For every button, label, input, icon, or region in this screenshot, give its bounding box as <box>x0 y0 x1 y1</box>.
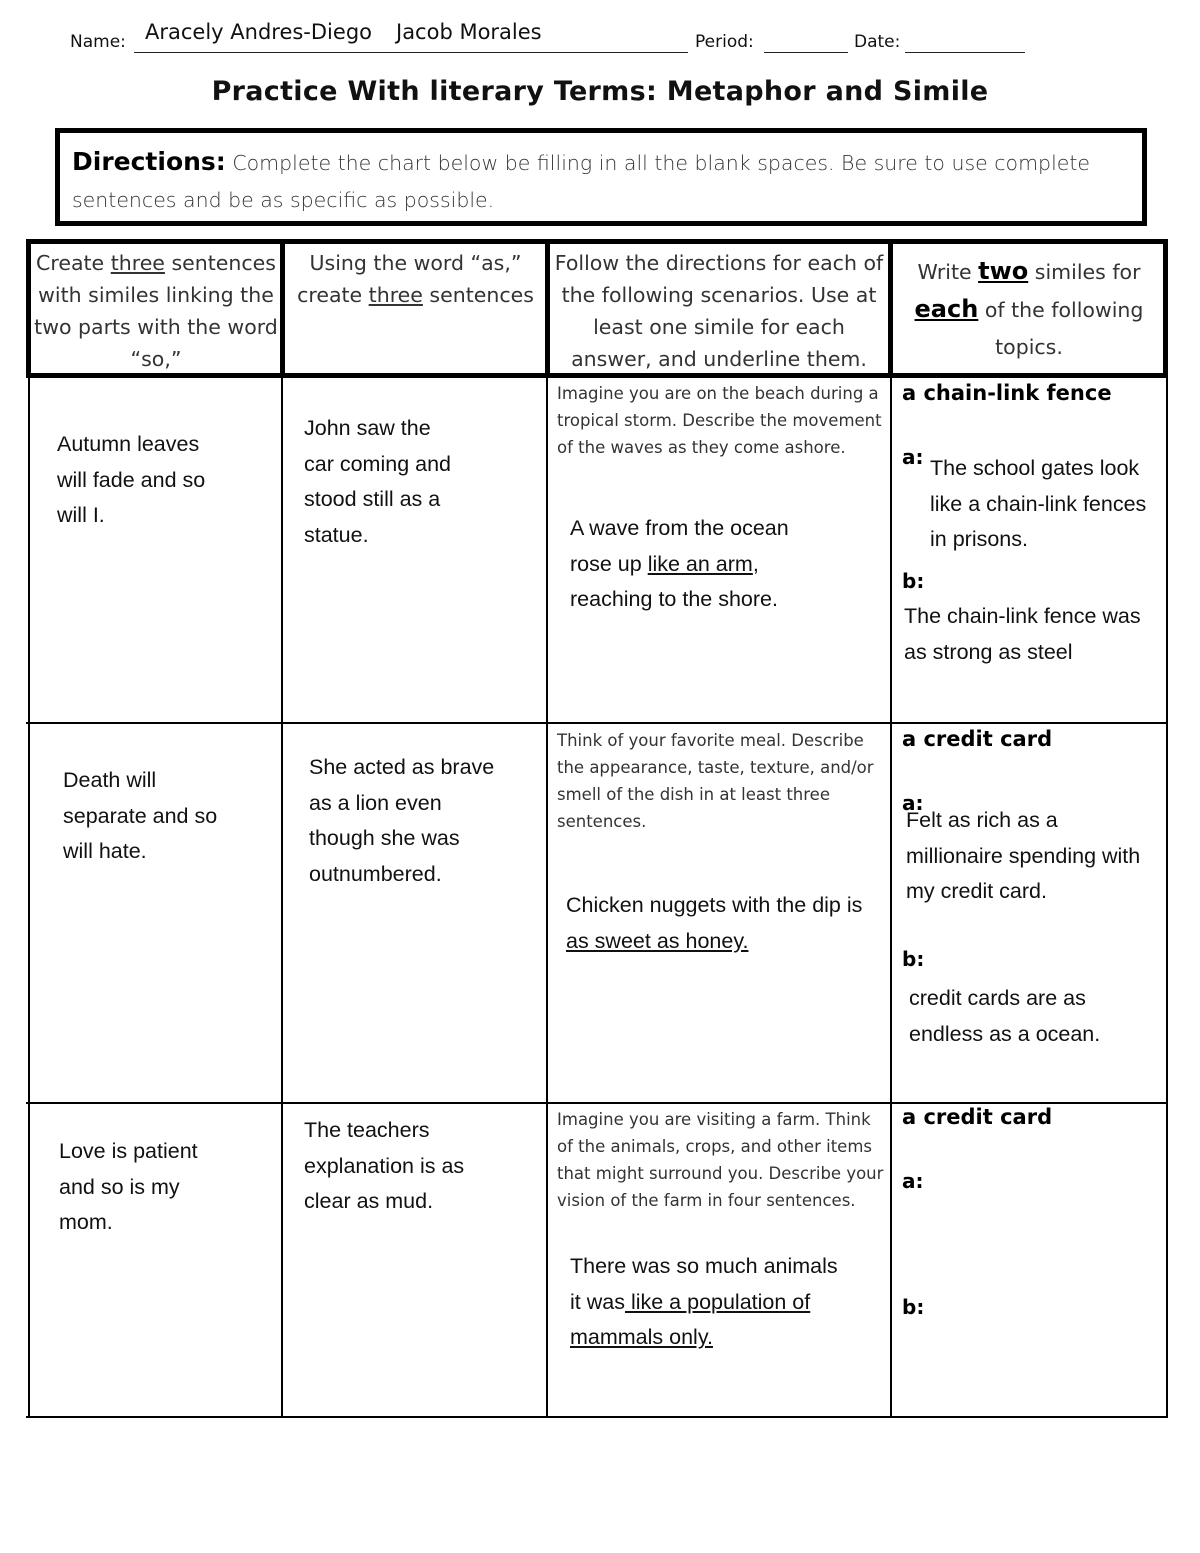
scenario-answer: Chicken nuggets with the dip is as sweet as honey. <box>566 893 863 953</box>
simile-a-label: a: <box>902 1169 924 1193</box>
scenario-prompt: Think of your favorite meal. Describe the appearance, taste, texture, and/or smell of the dish in at least three sentences. <box>557 731 874 831</box>
simile-a-answer: The school gates look like a chain-link fences in prisons. <box>930 456 1147 551</box>
col-divider-3-body <box>890 378 892 1418</box>
so-sentence: Love is patient and so is my mom. <box>59 1139 198 1234</box>
row-divider-2 <box>26 1102 1168 1104</box>
table-border-left <box>26 239 31 378</box>
directions-label: Directions: <box>72 147 226 176</box>
student-name-1: Aracely Andres-Diego <box>145 20 372 44</box>
simile-underline: like a population of mammals only. <box>570 1289 811 1349</box>
table-border-right <box>1163 239 1168 378</box>
table-border-bottom <box>26 1416 1168 1418</box>
column-header-scenarios: Follow the directions for each of the following scenarios. Use at least one simile for each answer, and underline them. <box>554 251 884 371</box>
scenario-prompt: Imagine you are on the beach during a tropical storm. Describe the movement of the waves as they come ashore. <box>557 384 882 457</box>
topic-title: a credit card <box>902 727 1053 751</box>
row-divider-1 <box>26 722 1168 724</box>
col-divider-1 <box>280 239 285 378</box>
so-sentence: Autumn leaves will fade and so will I. <box>57 432 206 527</box>
simile-b-label: b: <box>902 947 925 971</box>
name-label: Name: <box>70 32 126 52</box>
directions-box <box>55 128 1147 226</box>
as-sentence: John saw the car coming and stood still as a statue. <box>304 416 451 547</box>
date-label: Date: <box>854 32 901 52</box>
simile-a-answer: Felt as rich as a millionaire spending with my credit card. <box>906 808 1141 903</box>
period-label: Period: <box>695 32 754 52</box>
column-header-as: Using the word “as,” create three sentences <box>297 251 534 307</box>
period-line <box>764 52 848 53</box>
directions-body: Complete the chart below be filling in all the blank spaces. Be sure to use complete sentences and be as specific as possible. <box>72 151 1091 212</box>
scenario-answer: A wave from the ocean rose up like an arm, reaching to the shore. <box>570 516 789 611</box>
page-title: Practice With literary Terms: Metaphor and Simile <box>211 76 989 107</box>
name-line <box>134 52 688 53</box>
col-divider-2 <box>545 239 550 378</box>
simile-b-answer: credit cards are as endless as a ocean. <box>909 986 1101 1046</box>
simile-b-label: b: <box>902 569 925 593</box>
simile-a-label: a: <box>902 445 924 469</box>
scenario-answer: There was so much animals it was like a population of mammals only. <box>570 1254 838 1349</box>
column-header-so: Create three sentences with similes linking the two parts with the word “so,” <box>34 251 278 371</box>
col-divider-2-body <box>546 378 548 1418</box>
table-border-top <box>26 239 1168 244</box>
column-header-topics: Write two similes for each of the following topics. <box>914 257 1144 359</box>
student-name-2: Jacob Morales <box>396 20 542 44</box>
simile-underline: like an arm <box>647 551 753 576</box>
simile-underline: as sweet as honey. <box>566 928 749 953</box>
simile-b-answer: The chain-link fence was as strong as steel <box>904 604 1141 664</box>
directions-text <box>72 143 1122 219</box>
topic-title: a credit card <box>902 1105 1053 1129</box>
as-sentence: She acted as brave as a lion even though she was outnumbered. <box>309 755 495 886</box>
as-sentence: The teachers explanation is as clear as mud. <box>304 1118 465 1213</box>
simile-b-label: b: <box>902 1295 925 1319</box>
scenario-prompt: Imagine you are visiting a farm. Think of the animals, crops, and other items that might surround you. Describe your vision of the farm in four sentences. <box>557 1110 884 1210</box>
so-sentence: Death will separate and so will hate. <box>63 768 218 863</box>
simile-chart <box>26 239 1168 1418</box>
table-border-right-body <box>1166 378 1168 1418</box>
topic-title: a chain-link fence <box>902 381 1112 405</box>
col-divider-1-body <box>281 378 283 1418</box>
col-divider-3 <box>888 239 893 378</box>
date-line <box>905 52 1025 53</box>
simile-a-label: a: <box>902 791 924 815</box>
table-border-left-body <box>28 378 30 1418</box>
